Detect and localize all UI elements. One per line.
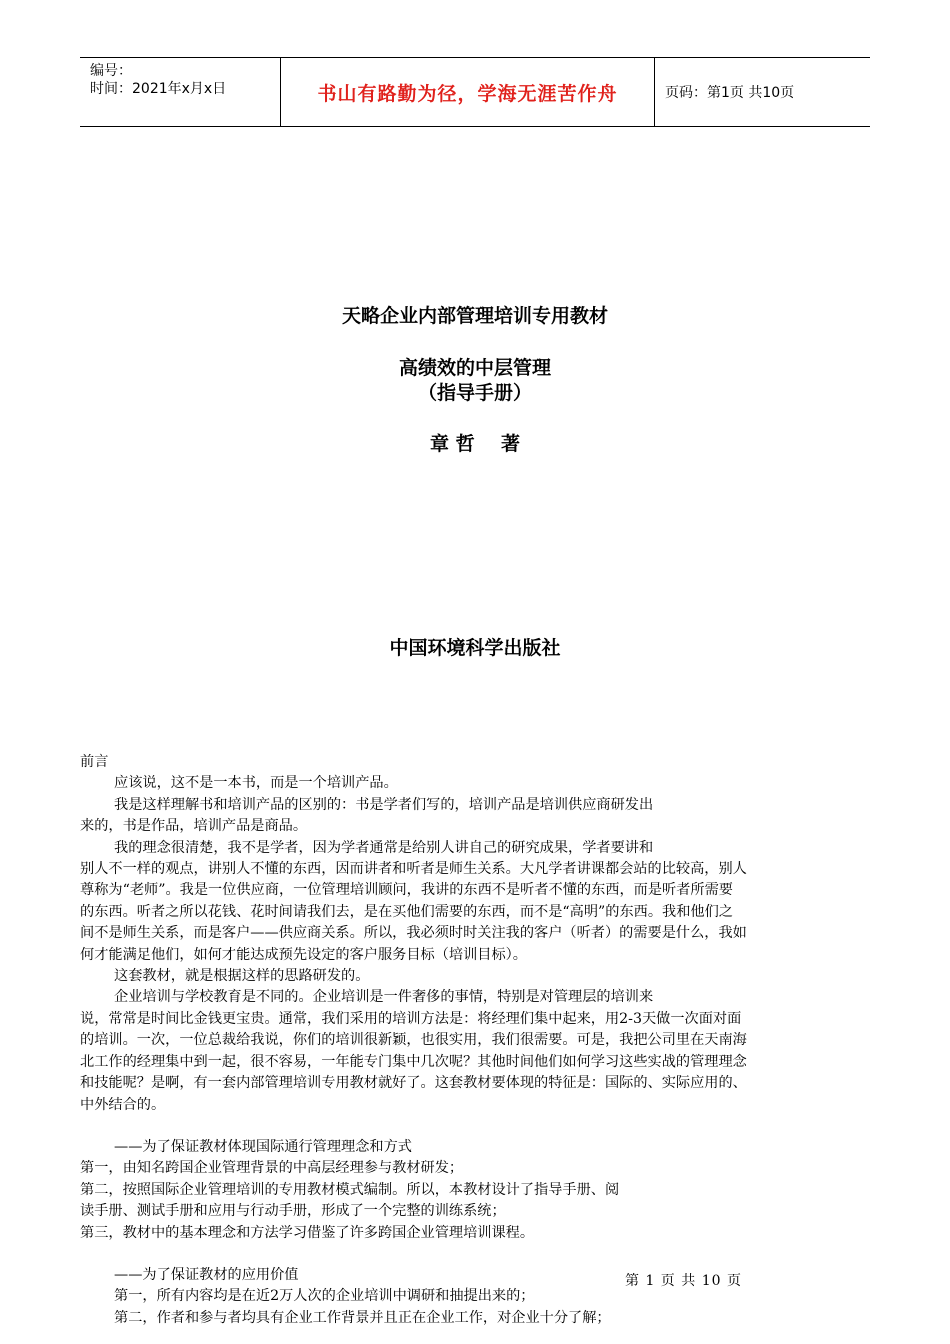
list-item: 第一，由知名跨国企业管理背景的中高层经理参与教材研发； <box>80 1160 464 1177</box>
paragraph-line: 中外结合的。 <box>80 1096 166 1113</box>
number-label: 编号： <box>90 63 132 79</box>
preface-heading: 前言 <box>80 754 109 770</box>
book-title: 高绩效的中层管理 <box>398 357 551 379</box>
paragraph-line: 的东西。听者之所以花钱、花时间请我们去，是在买他们需要的东西，而不是“高明”的东西。我和他们之 <box>80 903 733 920</box>
book-subtitle: （指导手册） <box>417 382 532 404</box>
page-header <box>80 57 870 127</box>
author: 章 哲 著 <box>429 433 521 455</box>
paragraph-line: 别人不一样的观点，讲别人不懂的东西，因而讲者和听者是师生关系。大凡学者讲课都会站的比较高，别人 <box>80 861 747 878</box>
list-item: 读手册、测试手册和应用与行动手册，形成了一个完整的训练系统； <box>80 1203 506 1220</box>
section-heading: ——为了保证教材的应用价值 <box>114 1266 299 1283</box>
paragraph-line: 来的，书是作品，培训产品是商品。 <box>80 818 308 835</box>
paragraph-line: 应该说，这不是一本书，而是一个培训产品。 <box>114 775 398 792</box>
paragraph-line: 企业培训与学校教育是不同的。企业培训是一件奢侈的事情，特别是对管理层的培训来 <box>114 989 654 1006</box>
header-page-info: 页码：第1页 共10页 <box>665 85 795 101</box>
paragraph-line: 我的理念很清楚，我不是学者，因为学者通常是给别人讲自己的研究成果，学者要讲和 <box>114 839 654 856</box>
paragraph-line: 何才能满足他们，如何才能达成预先设定的客户服务目标（培训目标）。 <box>80 946 527 963</box>
paragraph-line: 和技能呢？是啊，有一套内部管理培训专用教材就好了。这套教材要体现的特征是：国际的、实际应用的、 <box>80 1075 747 1092</box>
header-meta <box>80 58 281 126</box>
publisher: 中国环境科学出版社 <box>389 637 561 659</box>
paragraph-line: 尊称为“老师”。我是一位供应商，一位管理培训顾问，我讲的东西不是听者不懂的东西，而是听者所需要 <box>80 882 733 899</box>
list-item: 第二，作者和参与者均具有企业工作背景并且正在企业工作，对企业十分了解； <box>114 1309 611 1326</box>
header-motto: 书山有路勤为径，学海无涯苦作舟 <box>281 58 655 126</box>
section-heading: ——为了保证教材体现国际通行管理理念和方式 <box>114 1138 412 1155</box>
paragraph-line: 这套教材，就是根据这样的思路研发的。 <box>114 968 370 985</box>
series-title: 天略企业内部管理培训专用教材 <box>341 305 608 327</box>
paragraph-line: 间不是师生关系，而是客户——供应商关系。所以，我必须时时关注我的客户（听者）的需要是什么，我如 <box>80 925 747 942</box>
preface-body <box>80 752 870 1329</box>
paragraph-line: 的培训。一次，一位总裁给我说，你们的培训很新颖，也很实用，我们很需要。可是，我把公司里在天南海 <box>80 1032 747 1049</box>
time-label: 时间：2021年x月x日 <box>90 81 227 97</box>
page-footer: 第 1 页 共 10 页 <box>625 1273 742 1289</box>
paragraph-gap <box>80 1244 870 1265</box>
list-item: 第二，按照国际企业管理培训的专用教材模式编制。所以，本教材设计了指导手册、阅 <box>80 1181 620 1198</box>
list-item: 第一，所有内容均是在近2万人次的企业培训中调研和抽提出来的； <box>114 1288 535 1305</box>
paragraph-line: 说，常常是时间比金钱更宝贵。通常，我们采用的培训方法是：将经理们集中起来，用2-3天做一次面对面 <box>80 1010 742 1027</box>
paragraph-gap <box>80 1116 870 1137</box>
paragraph-line: 我是这样理解书和培训产品的区别的：书是学者们写的，培训产品是培训供应商研发出 <box>114 796 654 813</box>
paragraph-line: 北工作的经理集中到一起，很不容易，一年能专门集中几次呢？其他时间他们如何学习这些实战的管理理念 <box>80 1053 747 1070</box>
list-item: 第三，教材中的基本理念和方法学习借鉴了许多跨国企业管理培训课程。 <box>80 1224 535 1241</box>
